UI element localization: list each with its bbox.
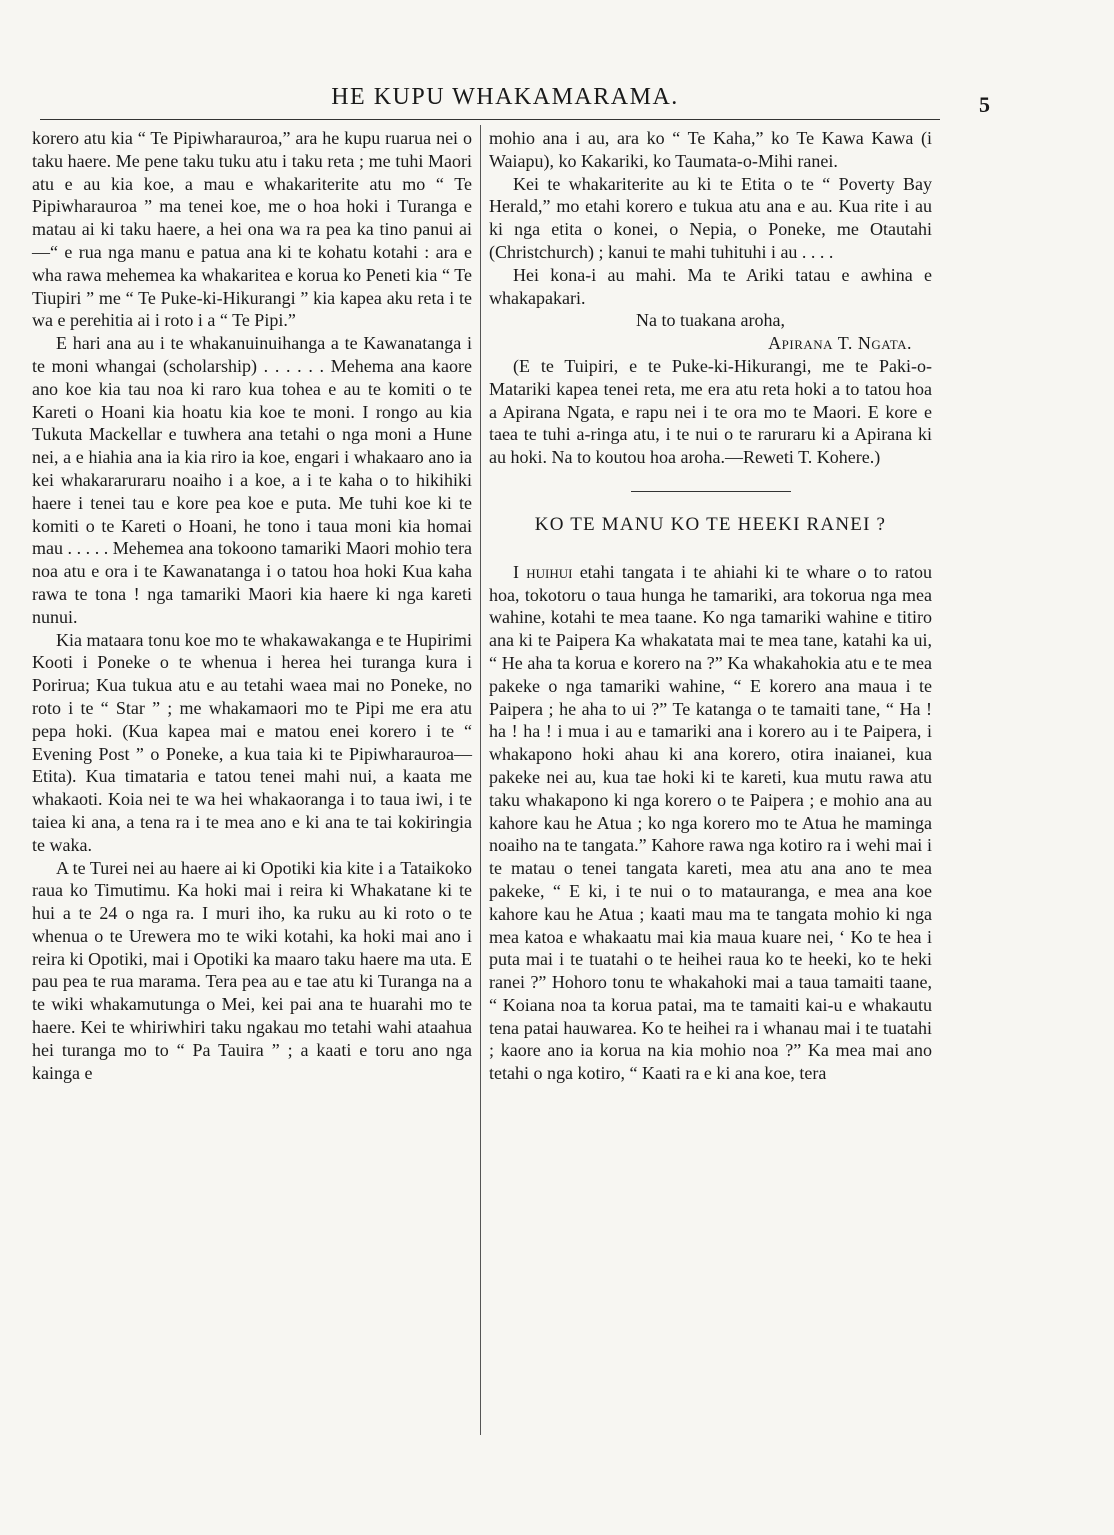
paragraph: A te Turei nei au haere ai ki Opotiki kia kite i a Tataikoko raua ko Timutimu. Ka hoki mai i reira ki Whakatane ki te hui a te 24 o nga ra. I muri iho, ka ruku au ki roto o te whenua o te Urewera mo te wiki kotahi, ka hoki mai ano i reira ki Opotiki, mai i Opotiki ka maaro taku haere ma uta. E pau pea te rua marama. Tera pea au e tae atu ki Turanga na a te wiki whakamutunga o Mei, kei pai ana te huarahi mo te haere. Kei te whiriwhiri taku ngakau mo tetahi wahi ataahua hei turanga mo to “ Pa Tauira ” ; a kaati e toru ano nga kainga e [32,857,472,1083]
column-divider [480,125,481,1435]
paragraph: Kia mataara tonu koe mo te whakawakanga e te Hupirimi Kooti i Poneke o te whenua i herea hei turanga kura i Porirua; Kua tukua atu e au tetahi waea mai no Poneke, no roto i te “ Star ” ; me whakamaori mo te Pipi me era atu pepa hoki. (Kua kapea mai e matou enei korero i te “ Evening Post ” o Poneke, a kua taia ki te Pipiwharauroa—Etita). Kua timataria e tatou tenei mahi nui, a kaata me whakaoti. Koia nei te wa hei whakaoranga i to taua iwi, i te taiea ki ana, a tena ra i te mea ano e ki ana te tai kokiringia te waka. [32,629,472,855]
paragraph: korero atu kia “ Te Pipiwharauroa,” ara he kupu ruarua nei o taku haere. Me pene taku tuku atu i taku reta ; me tuhi Maori atu e au kia koe, a mau e whakariterite atu mo “ Te Pipiwharauroa ” ma tenei koe, me o hoa hoki i Turanga e matau ai ki taku haere, a hei ona wa ra pea ka tino panui ai—“ e rua nga manu e patua ana ki te kohatu kotahi : ara e wha rawa mehemea ka whakaritea e korua ko Peneti kia “ Te Tiupiri ” me “ Te Puke-ki-Hikurangi ” kia kapea aku reta i te wa e perehitia ai i roto i a “ Te Pipi.” [32,128,472,331]
drop-word: I huihui [513,561,573,582]
paragraph: mohio ana i au, ara ko “ Te Kaha,” ko Te Kawa Kawa (i Waiapu), ko Kakariki, ko Taumata-o-Mihi ranei. [489,128,932,171]
paragraph: Kei te whakariterite au ki te Etita o te “ Poverty Bay Herald,” mo etahi korero e tukua atu ana e au. Kua rite i au ki nga etita o konei, o Nepia, o Poneke, me Otautahi (Christchurch) ; kanui te mahi tuhituhi i au . . . . [489,173,932,262]
letter-signature: Apirana T. Ngata. [768,333,912,354]
page-number: 5 [979,92,990,117]
header-rule [40,119,940,120]
editor-note: (E te Tuipiri, e te Puke-ki-Hikurangi, me te Paki-o-Matariki kapea tenei reta, me era atu reta hoki a to tatou hoa a Apirana Ngata, e rapu nei i te ora mo te Maori. E kore e taea te tuhi a-ringa atu, i te nui o te raruraru ki a Apirana ki au hoki. Na to koutou hoa aroha.—Reweti T. Kohere.) [489,355,932,468]
right-column [489,127,932,1085]
section-divider [631,491,791,492]
left-column [32,127,472,1084]
section-title: KO TE MANU KO TE HEEKI RANEI ? [534,513,887,535]
running-head: HE KUPU WHAKAMARAMA. [331,84,679,110]
page-header [30,80,990,120]
paragraph [489,561,932,1085]
letter-closing: Na to tuakana aroha, [636,310,785,331]
paragraph: E hari ana au i te whakanuinuihanga a te Kawanatanga i te moni whangai (scholarship) . . . . . . Mehema ana kaore ano koe kia tau noa ki raro kua tohea e au te komiti o te Kareti o Hoani kia hoatu kia koe te moni. I rongo au kia Tukuta Mackellar e tuwhera ana tetahi o nga moni a Hune nei, a e hiahia ana ia kia riro ia koe, engari i whakaaro ano ia kei whakararuraru noaiho i a koe, a i te kaha o to hikihiki haere i tenei tau e kore pea koe e puta. Me tuhi koe ki te komiti o te Kareti o Hoani, he tono i taua moni kia homai mau . . . . . Mehemea ana tokoono tamariki Maori mohio tera noa atu e ora i te Kawanatanga i o tatou hoa hoki Kua kaha rawa te tona ! nga tamariki Maori kia haere ki nga kareti nunui. [32,333,472,627]
paragraph: Hei kona-i au mahi. Ma te Ariki tatau e awhina e whakapakari. [489,264,932,308]
paragraph-body: etahi tangata i te ahiahi ki te whare o to ratou hoa, tokotoru o taua hunga he tamariki, ara tokorua nga mea wahine, kotahi te mea taane. Ko nga tamariki wahine e titiro ana ki te Paipera Ka whakatata mai te mea tane, katahi ka ui, “ He aha ta korua e korero na ?” Ka whakahokia atu e te mea pakeke o nga tamariki wahine, “ E korero ana maua i te Paipera ; he aha to ui ?” Te katanga o te tamaiti tane, “ Ha ! ha ! ha ! i mua i au e tamariki ana i korero au i te Paipera, i whakapono hoki ahau ki ana korero, otira inaianei, kua pakeke nei au, kua tae hoki ki te kareti, kua mutu rawa atu taku whakapono ki nga korero o te Paipera ; e mohio ana au kahore kau he Atua ; ko nga korero mo te Atua he maminga noaiho na te tangata.” Kahore rawa nga kotiro ra i wehi mai i te matau o tenei tangata kareti, mea atu ana ano te mea pakeke, “ E ki, i te nui o to matauranga, e mea ana koe kahore kau he Atua ; kaati mau ma te tangata mohio ki nga mea katoa e whakaatu mai kia maua kuare nei, ‘ Ko te hea i puta mai i te tuatahi o te heihei raua ko te heeki, ko te heki ranei ?” Hohoro tonu te whakahoki mai a taua tamaiti taane, “ Koiana noa ta korua patai, ma te tamaiti kai-u e whakautu tena patai hauwarea. Ko te heihei ra i whanau mai i te tuatahi ; kaore ano ia korua na kia mohio noa ?” Ka mea mai ano tetahi o nga kotiro, “ Kaati ra e ki ana koe, tera [489,561,932,1084]
